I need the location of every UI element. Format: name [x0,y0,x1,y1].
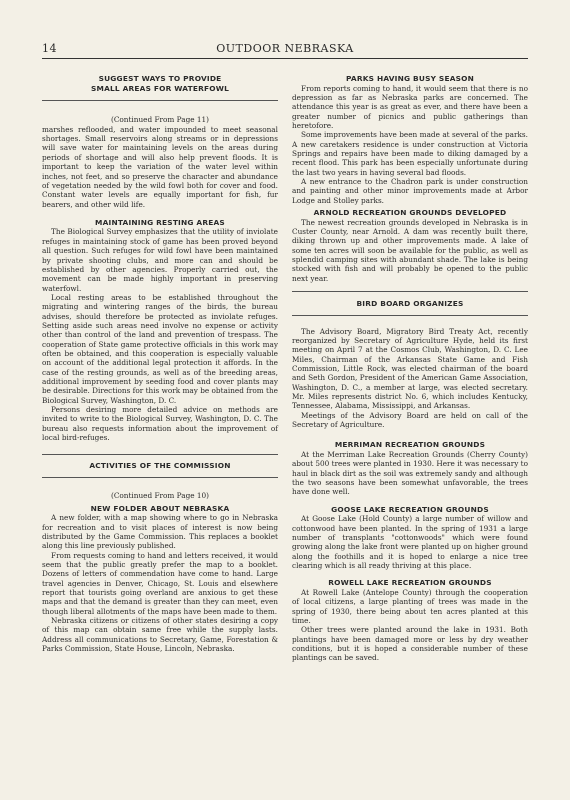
bird-paragraph-1: The Advisory Board, Migratory Bird Treaty Act, recently reorganized by Secretary of Agriculture Hyde, held its first meeting on April 7 at the Cosmos Club, Washington, D. C. Lee Miles, Chairman of the Arkansas State Game and Fish Commission, Little Rock, was elected chairman of the board and Seth Gordon, President of the American Game Association, Washington, D. C., a member at large, was elected secretary. Mr. Miles represents district No. 6, which includes Kentucky, Tennessee, Alabama, Mississippi, and Arkansas. [292,326,528,411]
continued-note: (Continued From Page 10) [110,490,210,500]
header-rule [42,58,528,59]
waterfowl-paragraph: marshes reflooded, and water impounded to meet seasonal shortages. Small reservoirs along streams or in depressions will save water for maintaining levels on the areas during periods of shortage and will also help prevent floods. It is important to keep the variation of the water level within inches, not feet, and so preserve the character and abundance of vegetation needed by the wild fowl both for cover and food. Constant water levels are equally important for fish, fur bearers, and other wild life. [42,124,278,209]
resting-areas-title: MAINTAINING RESTING AREAS [95,217,225,227]
arnold-paragraph: The newest recreation grounds developed in Nebraska is in Custer County, near Arnold. A dam was recently built there, diking thrown up and other improvements made. A lake of some ten acres will soon be available for the public, as well as splendid camping sites with abundant shade. The lake is being stocked with fish and will probably be opened to the public next year. [292,217,528,283]
waterfowl-title-line1: SUGGEST WAYS TO PROVIDE [98,74,222,83]
rowell-paragraph-1: At Rowell Lake (Antelope County) through the cooperation of local citizens, a large planting of trees was made in the spring of 1930, there being about ten acres planted at this time. [292,588,528,626]
parks-title: PARKS HAVING BUSY SEASON [345,74,475,83]
merriman-title: MERRIMAN RECREATION GROUNDS [334,440,486,450]
bird-paragraph-2: Meetings of the Advisory Board are held on call of the Secretary of Agriculture. [292,410,528,430]
arnold-title: ARNOLD RECREATION GROUNDS DEVELOPED [313,208,507,218]
parks-paragraph-1: From reports coming to hand, it would seem that there is no depression as far as Nebraska parks are concerned. The attendance this year is as great as ever, and there have been a greater number of picnics and public gatherings than heretofore. [292,83,528,130]
folder-paragraph-2: From requests coming to hand and letters received, it would seem that the public greatly prefer the map to a booklet. Dozens of letters of commendation have come to hand. Large travel agencies in Denver, Chicago, St. Louis and elsewhere report that tourists going overland are anxious to get these maps and that the demand is greater than they can meet, even though liberal allotments of the maps have been made to them. [42,550,278,616]
page-number: 14 [42,42,57,55]
publication-title: OUTDOOR NEBRASKA [216,42,354,55]
merriman-paragraph: At the Merriman Lake Recreation Grounds (Cherry County) about 500 trees were planted in 1930. Here it was necessary to haul in black dirt as the soil was extremely sandy and although the two seasons have been somewhat unfavorable, the trees have done well. [292,450,528,497]
commission-title: ACTIVITIES OF THE COMMISSION [89,461,231,471]
waterfowl-title-line2: SMALL AREAS FOR WATERFOWL [91,83,229,93]
folder-title: NEW FOLDER ABOUT NEBRASKA [90,503,230,513]
rowell-lake-title: ROWELL LAKE RECREATION GROUNDS [328,578,492,588]
resting-paragraph-3: Persons desiring more detailed advice on methods are invited to write to the Biological Survey, Washington, D. C. The bureau also requests information about the improvement of local bird-refuges. [42,405,278,443]
resting-paragraph-2: Local resting areas to be established throughout the migrating and wintering ranges of the birds, the bureau advises, should therefore be protected as inviolate refuges. Setting aside such areas need involve no expense or activity other than control of the land and prevention of trespass. The cooperation of State game protective officials in this work may often be obtained, and this cooperation is especially valuable on account of the additional legal protection it affords. In the case of the resting grounds, as well as of the breeding areas, additional improvement by seeding food and cover plants may be desirable. Directions for this work may be obtained from the Biological Survey, Washington, D. C. [42,292,278,405]
parks-paragraph-2: Some improvements have been made at several of the parks. A new caretakers residence is under construction at Victoria Springs and repairs have been made to diking damaged by a recent flood. This park has been especially unfortunate during the last two years in having several bad floods. [292,130,528,177]
resting-paragraph-1: The Biological Survey emphasizes that the utility of inviolate refuges in maintaining stock of game has been proved beyond all question. Such refuges for wild fowl have been maintained by private shooting clubs, and more can and should be established by other agencies. Properly carried out, the movement can be made highly important in preserving waterfowl. [42,227,278,293]
goose-lake-title: GOOSE LAKE RECREATION GROUNDS [331,504,489,514]
folder-paragraph-3: Nebraska citizens or citizens of other states desiring a copy of this map can obtain same free while the supply lasts. Address all communications to Secretary, Game, Forestation & Parks Commission, State House, Lincoln, Nebraska. [42,615,278,653]
rowell-paragraph-2: Other trees were planted around the lake in 1931. Both plantings have been damaged more or less by dry weather conditions, but it is hoped a considerable number of these plantings can be saved. [292,625,528,663]
continued-note: (Continued From Page 11) [110,115,210,125]
right-column [292,74,528,663]
bird-board-title: BIRD BOARD ORGANIZES [356,299,464,309]
left-column [42,74,278,653]
parks-paragraph-3: A new entrance to the Chadron park is under construction and painting and other minor improvements made at Arbor Lodge and Stolley parks. [292,177,528,205]
folder-paragraph-1: A new folder, with a map showing where to go in Nebraska for recreation and to visit places of interest is now being distributed by the Game Commission. This replaces a booklet along this line previously published. [42,513,278,551]
goose-lake-paragraph: At Goose Lake (Hold County) a large number of willow and cottonwood have been planted. In the spring of 1931 a large number of transplants "cottonwoods" which were found growing along the lake front were planted up on higher ground along the foothills and it is hoped to enlarge a nice tree clearing which is all ready thriving at this place. [292,514,528,571]
